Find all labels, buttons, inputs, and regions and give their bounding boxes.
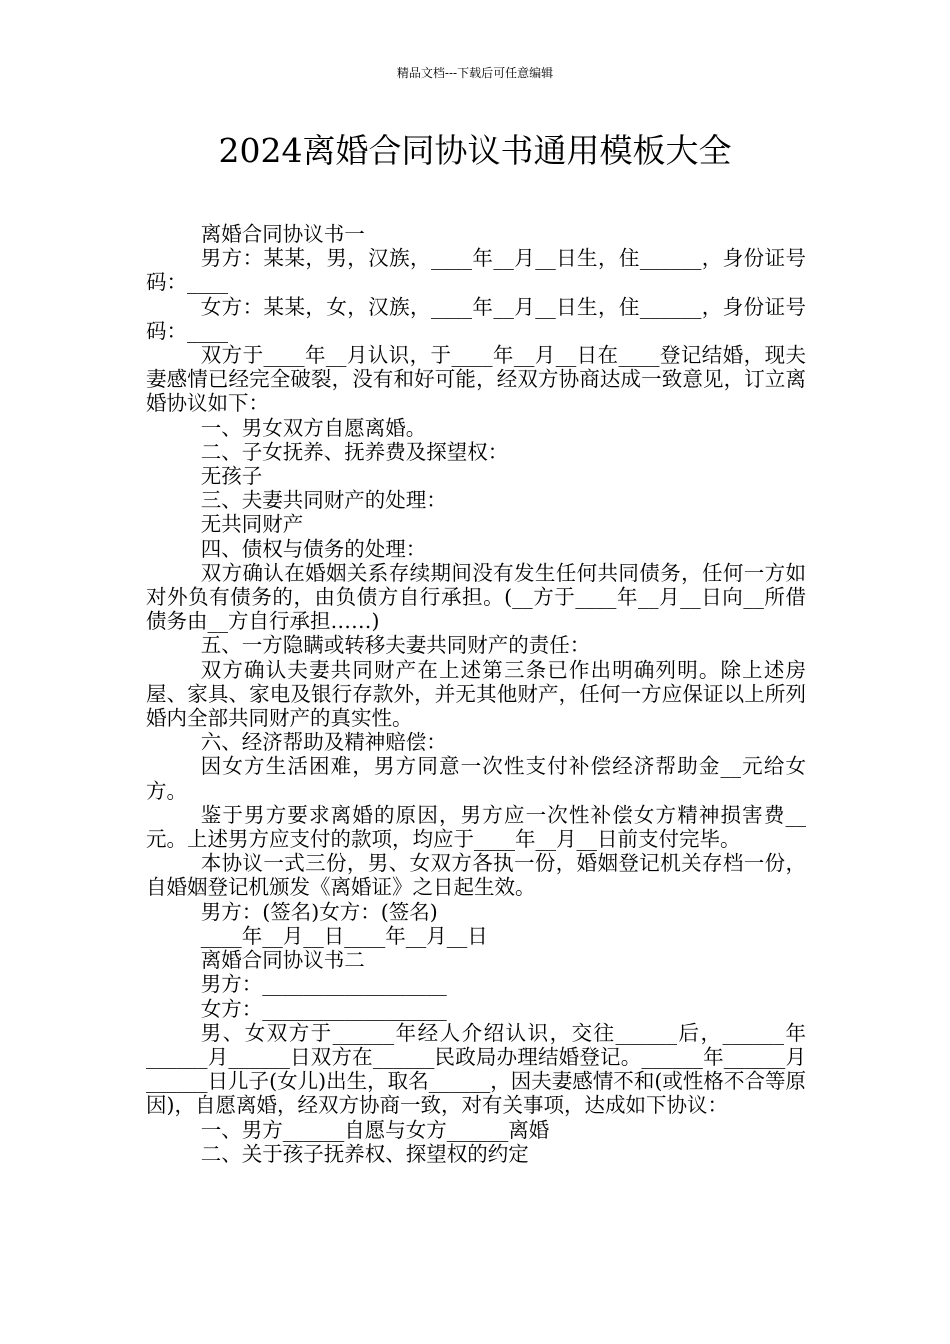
clause-2-content: 无孩子	[200, 464, 263, 489]
clause-4-content: 双方确认在婚姻关系存续期间没有发生任何共同债务，任何一方如对外负有债务的，由负债方自行承担。(__方于____年__月__日向__所借债务由__方自行承担……)	[146, 560, 806, 634]
party-female-info: 女方：某某，女，汉族，____年__月__日生，住______，身份证号码：____	[146, 294, 806, 343]
signature-date-line: ____年__月__日____年__月__日	[200, 923, 488, 948]
section-heading-agreement-two: 离婚合同协议书二	[200, 948, 365, 973]
clause-4-heading: 四、债权与债务的处理：	[200, 536, 427, 561]
marriage-background-paragraph: 双方于____年__月认识，于____年__月__日在____登记结婚，现夫妻感情已经完全破裂，没有和好可能，经双方协商达成一致意见，订立离婚协议如下：	[146, 343, 806, 416]
clause-6-content-compensation: 鉴于男方要求离婚的原因，男方应一次性补偿女方精神损害费__元。上述男方应支付的款项，均应于____年__月__日前支付完毕。	[146, 802, 806, 852]
agreement-two-clause-2: 二、关于孩子抚养权、探望权的约定	[200, 1141, 529, 1166]
signature-line: 男方：(签名)女方：(签名)	[200, 899, 438, 924]
male-party-blank: 男方：__________________	[200, 972, 447, 997]
agreement-two-clause-1: 一、男方______自愿与女方______离婚	[200, 1117, 550, 1142]
party-male-info: 男方：某某，男，汉族，____年__月__日生，住______，身份证号码：____	[146, 246, 806, 295]
female-party-blank: 女方：__________________	[200, 996, 447, 1021]
clause-3-heading: 三、夫妻共同财产的处理：	[200, 488, 447, 513]
agreement-two-background-paragraph: 男、女双方于______年经人介绍认识，交往______后，______年______月______日双方在______民政局办理结婚登记。______年______月______日儿子(女儿)出生，取名______，因夫妻感情不和(或性格不合等原因)，自愿离婚，经双方协商一致，对有关事项，达成如下协议：	[146, 1020, 806, 1118]
clause-5-content: 双方确认夫妻共同财产在上述第三条已作出明确列明。除上述房屋、家具、家电及银行存款外，并无其他财产，任何一方应保证以上所列婚内全部共同财产的真实性。	[146, 657, 806, 731]
clause-5-heading: 五、一方隐瞒或转移夫妻共同财产的责任：	[200, 633, 591, 658]
document-title: 2024离婚合同协议书通用模板大全	[218, 131, 732, 170]
clause-3-content: 无共同财产	[200, 512, 304, 537]
clause-6-heading: 六、经济帮助及精神赔偿：	[200, 730, 447, 755]
section-heading-agreement-one: 离婚合同协议书一	[200, 222, 365, 246]
clause-1: 一、男女双方自愿离婚。	[200, 415, 427, 440]
copies-effectiveness-paragraph: 本协议一式三份，男、女双方各执一份，婚姻登记机关存档一份，自婚姻登记机颁发《离婚证》之日起生效。	[146, 851, 806, 900]
clause-6-content-help: 因女方生活困难，男方同意一次性支付补偿经济帮助金__元给女方。	[146, 754, 806, 803]
document-body	[146, 222, 806, 1166]
header-note: 精品文档---下载后可任意编辑	[396, 66, 554, 80]
clause-2-heading: 二、子女抚养、抚养费及探望权：	[200, 439, 509, 464]
